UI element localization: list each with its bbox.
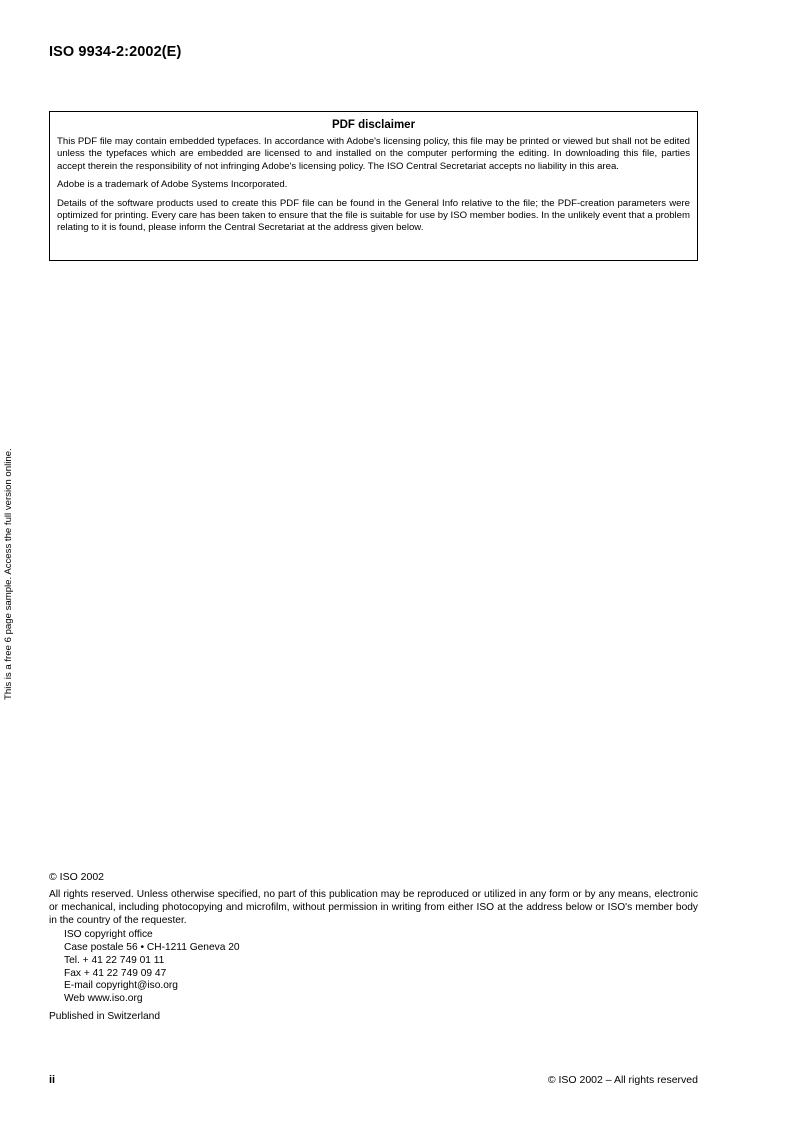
pdf-disclaimer-box [49,111,698,261]
office-tel: Tel. + 41 22 749 01 11 [64,954,165,966]
disclaimer-title: PDF disclaimer [331,119,416,131]
office-web: Web www.iso.org [64,993,143,1005]
disclaimer-paragraph-adobe: Adobe is a trademark of Adobe Systems Incorporated. [57,179,288,191]
copyright-office-address [64,929,698,1006]
office-email: E-mail copyright@iso.org [64,980,178,992]
published-in: Published in Switzerland [49,1010,160,1022]
sample-side-note: This is a free 6 page sample. Access the full version online. [3,448,14,700]
copyright-line: © ISO 2002 [49,871,105,883]
disclaimer-paragraph-details: Details of the software products used to create this PDF file can be found in the General Info relative to the file; the PDF-creation parameters were optimized for printing. Every care has been taken to ensure that the file is suitable for use by ISO member bodies. In the unlikely event that a problem relating to it is found, please inform the Central Secretariat at the address given below. [57,197,690,234]
footer-copyright: © ISO 2002 – All rights reserved [547,1074,698,1086]
office-postal: Case postale 56 • CH-1211 Geneva 20 [64,942,240,953]
copyright-block [49,871,698,1023]
office-fax: Fax + 41 22 749 09 47 [64,967,167,979]
disclaimer-paragraph-typefaces: This PDF file may contain embedded typefaces. In accordance with Adobe's licensing policy, this file may be printed or viewed but shall not be edited unless the typefaces which are embedded are licensed to and installed on the computer performing the editing. In downloading this file, parties accept therein the responsibility of not infringing Adobe's licensing policy. The ISO Central Secretariat accepts no liability in this area. [57,136,690,172]
page-number: ii [49,1074,56,1086]
document-code: ISO 9934-2:2002(E) [49,44,182,60]
office-name: ISO copyright office [64,929,153,941]
rights-statement: All rights reserved. Unless otherwise specified, no part of this publication may be reproduced or utilized in any form or by any means, electronic or mechanical, including photocopying and microfilm, without permission in writing from either ISO at the address below or ISO's member body in the country of the requester. [49,889,698,927]
